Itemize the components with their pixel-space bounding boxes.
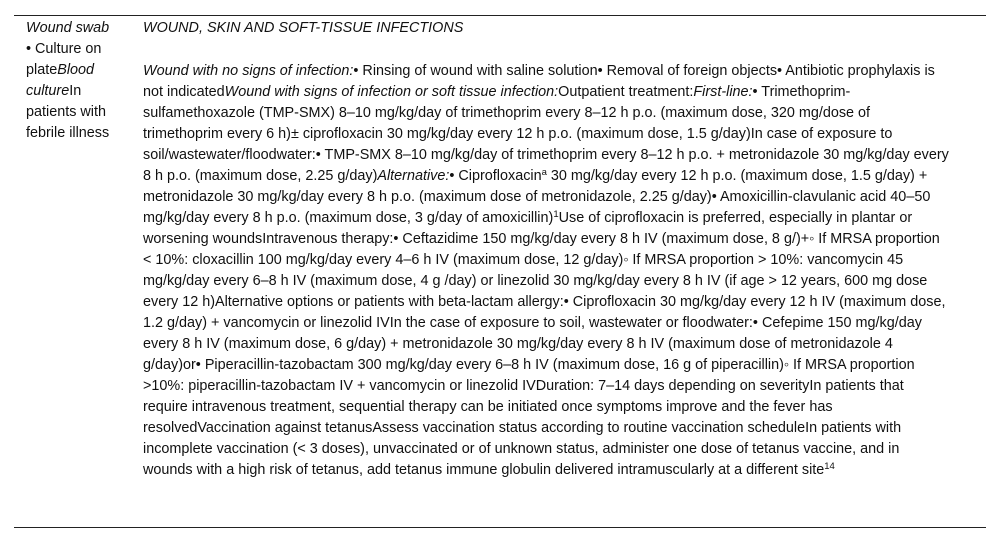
febrile-text: In patients with febrile illness	[26, 83, 110, 141]
first-line-label: First-line:	[693, 84, 753, 100]
culture-text: • Culture on plate	[26, 41, 102, 78]
left-column	[26, 18, 126, 144]
alternative-text-2: 30 mg/kg/day every 12 h p.o. (maximum dose, 1.5 g/day) + metronidazole 30 mg/kg/day every 8 h p.o. (maximum dose of metronidazole, 2.25 g/day)• Amoxicillin-clavulanic acid 40–50 mg/kg/day every 8 h p.o. (maximum dose, 3 g/day of amoxicillin)	[143, 168, 931, 226]
blood-culture-text: Blood culture	[26, 62, 95, 99]
wound-swab-header: Wound swab	[26, 20, 110, 36]
infection-table	[14, 15, 986, 528]
no-infection-text: • Rinsing of wound with saline solution• Removal of foreign objects• Antibiotic prophylaxis is not indicated	[143, 63, 935, 100]
no-infection-label: Wound with no signs of infection:	[143, 63, 354, 79]
alternative-text: • Ciprofloxacin	[449, 168, 542, 184]
alternative-label: Alternative:	[377, 168, 450, 184]
footnote-14: 14	[824, 461, 835, 472]
footnote-a: a	[541, 167, 547, 178]
signs-infection-label: Wound with signs of infection or soft tissue infection:	[224, 84, 559, 100]
treatment-text	[143, 61, 949, 481]
first-line-text: • Trimethoprim-sulfamethoxazole (TMP-SMX) 8–10 mg/kg/day of trimethoprim every 8–12 h p.o. (maximum dose, 320 mg/dose of trimethoprim every 6 h)± ciprofloxacin 30 mg/kg/day every 12 h p.o. (maximum dose, 1.5 g/day)In case of exposure to soil/wastewater/floodwater:• TMP-SMX 8–10 mg/kg/day of trimethoprim every 8–12 h p.o. + metronidazole 30 mg/kg/day every 8 h p.o. (maximum dose, 2.25 g/day)	[143, 84, 949, 184]
outpatient-label: Outpatient treatment:	[558, 84, 694, 100]
main-text: Use of ciprofloxacin is preferred, especially in plantar or worsening woundsIntravenous therapy:• Ceftazidime 150 mg/kg/day every 8 h IV (maximum dose, 8 g/)+◦ If MRSA proportion < 10%: cloxacillin 100 mg/kg/day every 4–6 h IV (maximum dose, 12 g/day)◦ If MRSA proportion > 10%: vancomycin 45 mg/kg/day every 6–8 h IV (maximum dose, 4 g /day) or linezolid 30 mg/kg/day every 8 h IV (if age > 12 years, 600 mg dose every 12 h)Alternative options or patients with beta-lactam allergy:• Ciprofloxacin 30 mg/kg/day every 12 h IV (maximum dose, 1.2 g/day) + vancomycin or linezolid IVIn the case of exposure to soil, wastewater or floodwater:• Cefepime 150 mg/kg/day every 8 h IV (maximum dose, 6 g/day) + metronidazole 30 mg/kg/day every 8 h IV (maximum dose of metronidazole 4 g/day)or• Piperacillin-tazobactam 300 mg/kg/day every 6–8 h IV (maximum dose, 16 g of piperacillin)◦ If MRSA proportion >10%: piperacillin-tazobactam IV + vancomycin or linezolid IVDuration: 7–14 days depending on severityIn patients that require intravenous treatment, sequential therapy can be initiated once symptoms improve and the fever has resolvedVaccination against tetanusAssess vaccination status according to routine vaccination scheduleIn patients with incomplete vaccination (< 3 doses), unvaccinated or of unknown status, administer one dose of tetanus vaccine, and in wounds with a high risk of tetanus, add tetanus immune globulin delivered intramuscularly at a different site	[143, 210, 946, 478]
left-column-body	[26, 39, 126, 144]
right-column	[143, 18, 949, 481]
footnote-1: 1	[553, 209, 559, 220]
section-header: WOUND, SKIN AND SOFT-TISSUE INFECTIONS	[143, 20, 464, 36]
